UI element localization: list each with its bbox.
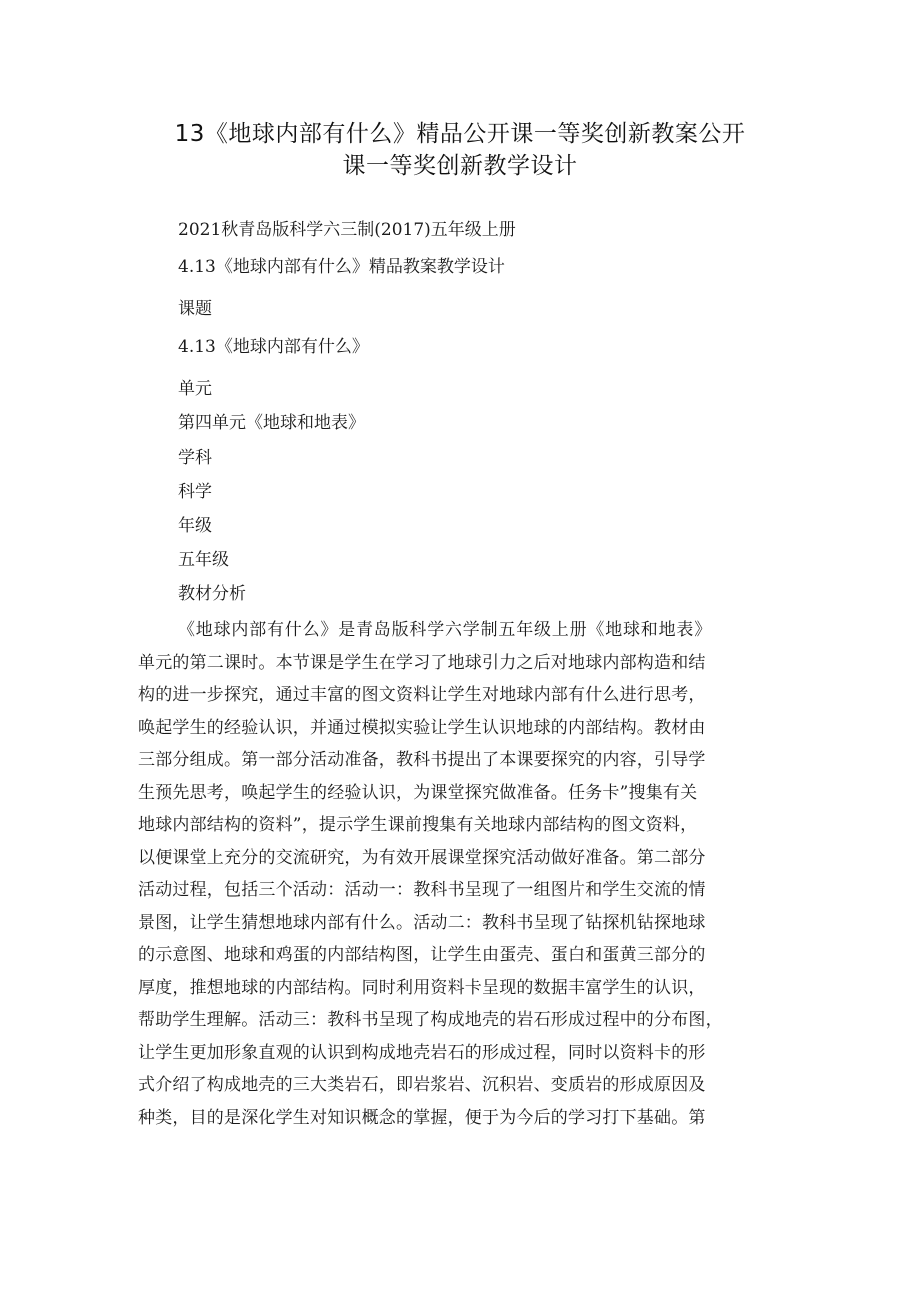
- document-title: [140, 118, 780, 182]
- field-value-grade: 五年级: [178, 550, 229, 570]
- field-value-topic: 4.13《地球内部有什么》: [178, 337, 369, 357]
- paragraph-line: 景图，让学生猜想地球内部有什么。活动二：教科书呈现了钻探机钻探地球: [138, 912, 706, 933]
- paragraph-line: 构的进一步探究，通过丰富的图文资料让学生对地球内部有什么进行思考，: [138, 685, 706, 705]
- paragraph-line: 式介绍了构成地壳的三大类岩石，即岩浆岩、沉积岩、变质岩的形成原因及: [138, 1075, 706, 1095]
- field-label-subject: 学科: [178, 448, 212, 468]
- field-label-grade: 年级: [178, 516, 212, 536]
- title-line-1: 13《地球内部有什么》精品公开课一等奖创新教案公开: [174, 121, 746, 147]
- paragraph-line: 厚度，推想地球的内部结构。同时利用资料卡呈现的数据丰富学生的认识，: [138, 977, 706, 998]
- paragraph-line: 的示意图、地球和鸡蛋的内部结构图，让学生由蛋壳、蛋白和蛋黄三部分的: [138, 945, 706, 965]
- paragraph-line: 活动过程，包括三个活动：活动一：教科书呈现了一组图片和学生交流的情: [138, 880, 706, 900]
- paragraph-line: 帮助学生理解。活动三：教科书呈现了构成地壳的岩石形成过程中的分布图，: [138, 1010, 723, 1030]
- paragraph-line: 生预先思考，唤起学生的经验认识，为课堂探究做准备。任务卡”搜集有关: [138, 782, 698, 803]
- field-label-analysis: 教材分析: [178, 584, 246, 604]
- paragraph-line: 单元的第二课时。本节课是学生在学习了地球引力之后对地球内部构造和结: [138, 652, 706, 673]
- paragraph-line: 地球内部结构的资料”，提示学生课前搜集有关地球内部结构的图文资料，: [138, 815, 698, 835]
- field-label-topic: 课题: [178, 299, 212, 319]
- field-value-unit: 第四单元《地球和地表》: [178, 413, 365, 433]
- textbook-edition: 2021秋青岛版科学六三制(2017)五年级上册: [178, 220, 516, 240]
- lesson-heading: 4.13《地球内部有什么》精品教案教学设计: [178, 257, 505, 277]
- paragraph-line: 三部分组成。第一部分活动准备，教科书提出了本课要探究的内容，引导学: [138, 750, 706, 770]
- paragraph-line: 让学生更加形象直观的认识到构成地壳岩石的形成过程，同时以资料卡的形: [138, 1042, 706, 1063]
- paragraph-line: 以便课堂上充分的交流研究，为有效开展课堂探究活动做好准备。第二部分: [138, 847, 706, 868]
- analysis-paragraph: [138, 614, 798, 1134]
- paragraph-line: 《地球内部有什么》是青岛版科学六学制五年级上册《地球和地表》: [178, 620, 712, 640]
- paragraph-line: 种类，目的是深化学生对知识概念的掌握，便于为今后的学习打下基础。第: [138, 1107, 706, 1128]
- title-line-2: 课一等奖创新教学设计: [342, 153, 578, 179]
- field-label-unit: 单元: [178, 379, 212, 399]
- field-value-subject: 科学: [178, 482, 212, 502]
- paragraph-line: 唤起学生的经验认识，并通过模拟实验让学生认识地球的内部结构。教材由: [138, 717, 706, 738]
